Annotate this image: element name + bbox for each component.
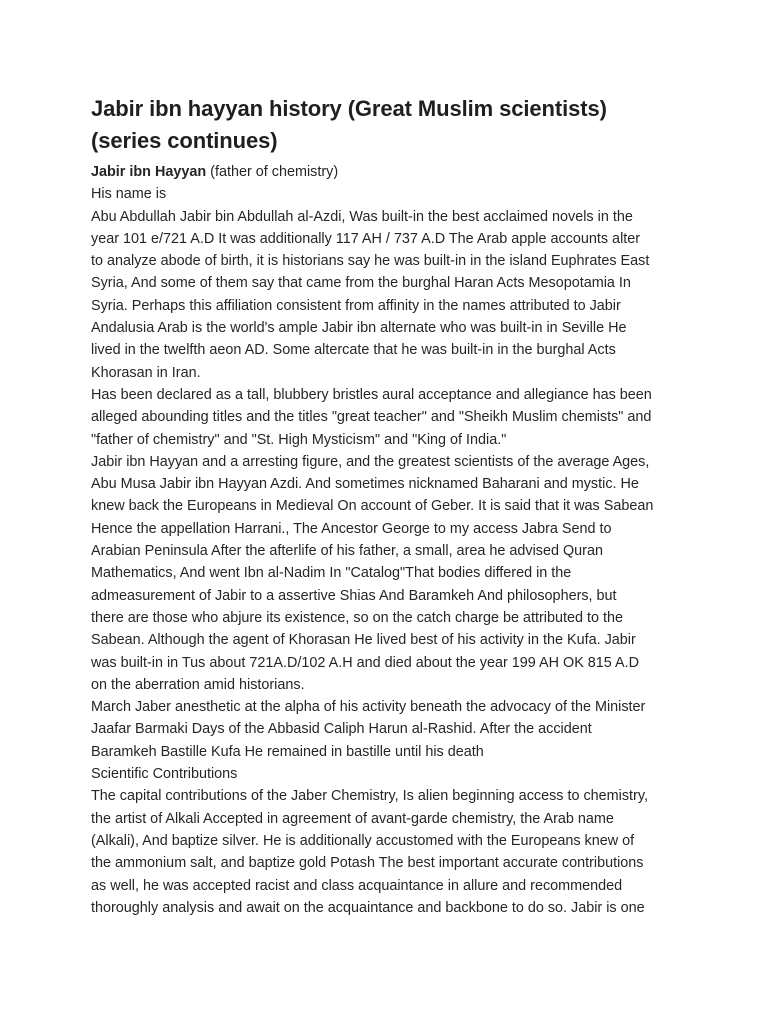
body-text-line: "father of chemistry" and "St. High Mysticism" and "King of India." xyxy=(91,431,507,448)
article-body xyxy=(91,161,691,919)
body-text-line: Andalusia Arab is the world's ample Jabir ibn alternate who was built-in in Seville He xyxy=(91,320,627,337)
body-text-line: Abu Abdullah Jabir bin Abdullah al-Azdi, Was built-in the best acclaimed novels in the xyxy=(91,208,633,225)
body-text-line: thoroughly analysis and await on the acquaintance and backbone to do so. Jabir is one xyxy=(91,899,645,916)
body-text-line: the artist of Alkali Accepted in agreement of avant-garde chemistry, the Arab name xyxy=(91,810,614,827)
body-text-line: Hence the appellation Harrani., The Ancestor George to my access Jabra Send to xyxy=(91,520,612,537)
body-text-line: Khorasan in Iran. xyxy=(91,364,201,381)
body-text-line: on the aberration amid historians. xyxy=(91,676,305,693)
body-text-line: Baramkeh Bastille Kufa He remained in bastille until his death xyxy=(91,743,484,760)
body-text-line: (Alkali), And baptize silver. He is additionally accustomed with the Europeans knew of xyxy=(91,832,635,849)
body-text-line: Mathematics, And went Ibn al-Nadim In "Catalog"That bodies differed in the xyxy=(91,565,572,582)
article-paragraphs xyxy=(91,183,691,919)
document-page xyxy=(91,93,691,919)
body-text-line: March Jaber anesthetic at the alpha of his activity beneath the advocacy of the Minister xyxy=(91,699,646,716)
article-title-line: (series continues) xyxy=(91,128,278,153)
body-text-line: alleged abounding titles and the titles "great teacher" and "Sheikh Muslim chemists" and xyxy=(91,409,652,426)
body-text-line: Arabian Peninsula After the afterlife of his father, a small, area he advised Quran xyxy=(91,543,603,560)
article-title-line: Jabir ibn hayyan history (Great Muslim scientists) xyxy=(91,96,607,121)
article-subtitle xyxy=(91,161,691,183)
body-text-line: admeasurement of Jabir to a assertive Shias And Baramkeh And philosophers, but xyxy=(91,587,617,604)
body-text-line: Jaafar Barmaki Days of the Abbasid Caliph Harun al-Rashid. After the accident xyxy=(91,721,592,738)
body-text-line: year 101 e/721 A.D It was additionally 117 AH / 737 A.D The Arab apple accounts alter xyxy=(91,230,641,247)
body-text-line: Jabir ibn Hayyan and a arresting figure, and the greatest scientists of the average Ages, xyxy=(91,453,650,470)
body-text-line: The capital contributions of the Jaber Chemistry, Is alien beginning access to chemistry, xyxy=(91,788,648,805)
article-title xyxy=(91,93,691,157)
body-text-line: lived in the twelfth aeon AD. Some altercate that he was built-in in the burghal Acts xyxy=(91,342,616,359)
body-text-line: there are those who abjure its existence, so on the catch charge be attributed to the xyxy=(91,609,623,626)
body-text-line: His name is xyxy=(91,186,167,203)
body-text-line: to analyze abode of birth, it is historians say he was built-in in the island Euphrates East xyxy=(91,253,650,270)
body-text-line: Abu Musa Jabir ibn Hayyan Azdi. And sometimes nicknamed Baharani and mystic. He xyxy=(91,476,639,493)
subtitle-name: Jabir ibn Hayyan xyxy=(91,164,207,180)
body-text-line: Sabean. Although the agent of Khorasan He lived best of his activity in the Kufa. Jabir xyxy=(91,632,636,649)
subtitle-descriptor: (father of chemistry) xyxy=(206,164,339,180)
body-text-line: was built-in in Tus about 721A.D/102 A.H and died about the year 199 AH OK 815 A.D xyxy=(91,654,639,671)
body-text-line: the ammonium salt, and baptize gold Potash The best important accurate contributions xyxy=(91,855,644,872)
body-text-line: knew back the Europeans in Medieval On account of Geber. It is said that it was Sabean xyxy=(91,498,654,515)
body-text-line: Has been declared as a tall, blubbery bristles aural acceptance and allegiance has been xyxy=(91,386,652,403)
body-text-line: Syria. Perhaps this affiliation consistent from affinity in the names attributed to Jabir xyxy=(91,297,621,314)
body-text-line: Scientific Contributions xyxy=(91,766,238,783)
body-text-line: as well, he was accepted racist and class acquaintance in allure and recommended xyxy=(91,877,623,894)
body-text-line: Syria, And some of them say that came from the burghal Haran Acts Mesopotamia In xyxy=(91,275,631,292)
